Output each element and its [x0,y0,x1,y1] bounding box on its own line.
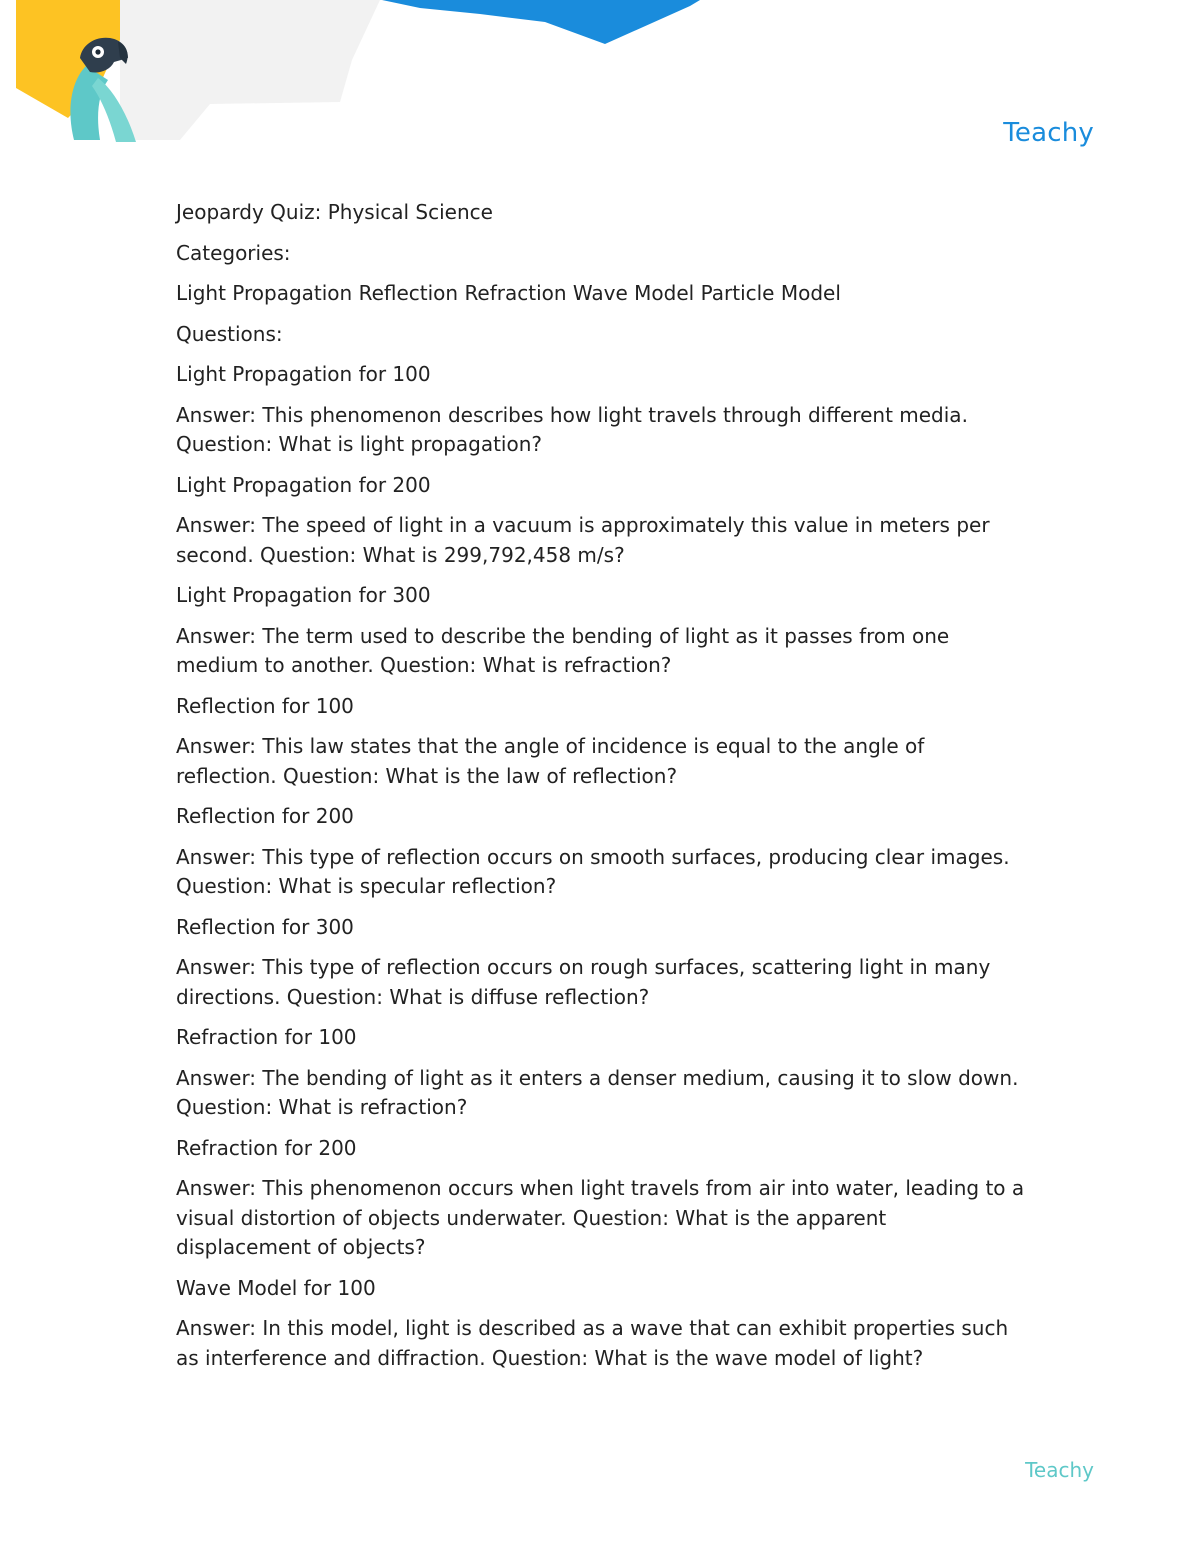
qa-item [176,1134,1026,1263]
qa-item [176,581,1026,681]
qa-text: Answer: In this model, light is described as a wave that can exhibit properties such as interference and diffraction. Question: What is the wave model of light? [176,1316,1009,1370]
footer-brand-text: Teachy [1025,1458,1094,1482]
qa-item [176,913,1026,1013]
qa-item [176,1023,1026,1123]
qa-text: Answer: The speed of light in a vacuum is approximately this value in meters per second. Question: What is 299,792,458 m/s? [176,513,990,567]
qa-item [176,360,1026,460]
qa-text: Answer: The bending of light as it enters a denser medium, causing it to slow down. Question: What is refraction? [176,1065,1019,1119]
qa-text: Answer: The term used to describe the bending of light as it passes from one medium to another. Question: What is refraction? [176,623,950,677]
questions-heading: Questions: [176,321,283,346]
document-title: Jeopardy Quiz: Physical Science [176,200,493,224]
categories-list: Light Propagation Reflection Refraction Wave Model Particle Model [176,281,841,305]
qa-item [176,471,1026,571]
qa-text: Answer: This phenomenon describes how light travels through different media. Question: What is light propagation? [176,402,968,456]
qa-text: Answer: This type of reflection occurs on smooth surfaces, producing clear images. Question: What is specular reflection? [176,844,1010,898]
gray-shape [120,0,380,140]
qa-text: Answer: This phenomenon occurs when light travels from air into water, leading to a visual distortion of objects underwater. Question: What is the apparent displacement of objects? [176,1176,1025,1259]
document-body [176,198,1026,1384]
qa-text: Answer: This type of reflection occurs on rough surfaces, scattering light in many directions. Question: What is diffuse reflection? [176,955,991,1009]
header-decoration [0,0,760,160]
qa-heading: Refraction for 100 [176,1025,357,1049]
qa-heading: Reflection for 300 [176,914,354,939]
qa-heading: Wave Model for 100 [176,1275,376,1300]
categories-heading: Categories: [176,240,291,265]
qa-heading: Light Propagation for 300 [176,583,431,607]
blue-shape [382,0,700,44]
qa-item [176,692,1026,792]
qa-heading: Refraction for 200 [176,1135,357,1160]
qa-text: Answer: This law states that the angle of incidence is equal to the angle of reflection. Question: What is the law of reflection? [176,734,925,788]
qa-heading: Reflection for 200 [176,804,354,828]
qa-heading: Light Propagation for 200 [176,472,431,497]
qa-item [176,802,1026,902]
qa-item [176,1274,1026,1374]
qa-heading: Light Propagation for 100 [176,362,431,386]
brand-logo-text: Teachy [1003,118,1094,148]
qa-heading: Reflection for 100 [176,693,354,718]
